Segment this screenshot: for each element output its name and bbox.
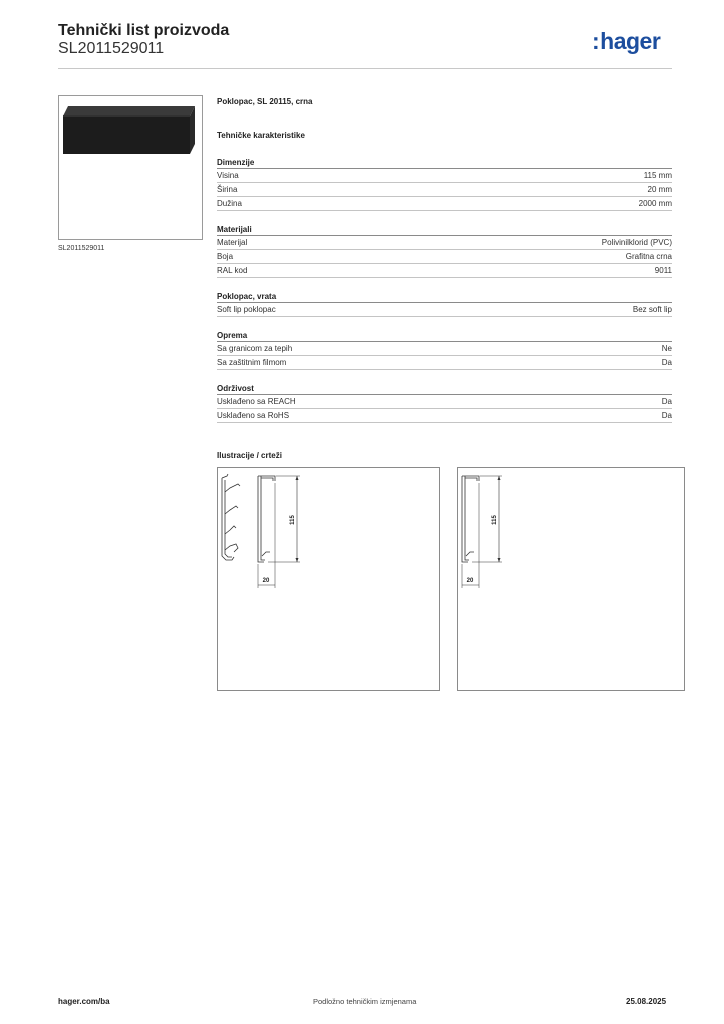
section-title: Poklopac, vrata (217, 290, 672, 303)
technical-drawing-1 (217, 467, 440, 691)
spec-heading: Tehničke karakteristike (217, 131, 305, 140)
table-row (217, 250, 672, 264)
table-row (217, 395, 672, 409)
cover-dimension-drawing-icon (458, 468, 684, 690)
row-value: Ne (661, 344, 672, 353)
table-row (217, 356, 672, 370)
section-title: Materijali (217, 223, 672, 236)
row-label: Širina (217, 185, 238, 194)
row-value: Bez soft lip (632, 305, 672, 314)
row-value: 20 mm (647, 185, 672, 194)
row-value: Da (661, 411, 672, 420)
hager-logo (592, 28, 660, 55)
row-value: 2000 mm (638, 199, 672, 208)
table-row (217, 303, 672, 317)
row-value: 115 mm (643, 171, 672, 180)
dimension-width-label: 20 (262, 578, 270, 584)
section-title: Održivost (217, 382, 672, 395)
row-label: Usklađeno sa RoHS (217, 411, 290, 420)
technical-drawing-2 (457, 467, 685, 691)
footer-website-link[interactable]: hager.com/ba (58, 997, 110, 1006)
product-image (58, 95, 203, 240)
header-divider (58, 68, 672, 69)
row-value: Grafitna crna (625, 252, 672, 261)
row-label: Visina (217, 171, 239, 180)
section-cover-door (217, 290, 672, 317)
table-row (217, 264, 672, 278)
section-materials (217, 223, 672, 278)
row-label: RAL kod (217, 266, 248, 275)
illustrations-heading: Ilustracije / crteži (217, 451, 282, 460)
dimension-width-label: 20 (466, 578, 474, 584)
logo-text: hager (600, 28, 661, 54)
row-value: 9011 (654, 266, 672, 275)
row-value: Da (661, 397, 672, 406)
footer-date: 25.08.2025 (626, 997, 667, 1006)
section-sustainability (217, 382, 672, 423)
section-title: Oprema (217, 329, 672, 342)
section-title: Dimenzije (217, 156, 672, 169)
product-name: Poklopac, SL 20115, crna (217, 97, 313, 106)
section-equipment (217, 329, 672, 370)
row-label: Sa granicom za tepih (217, 344, 293, 353)
profile-dimension-drawing-icon (218, 468, 439, 690)
product-code: SL2011529011 (58, 40, 165, 57)
row-label: Usklađeno sa REACH (217, 397, 296, 406)
row-label: Soft lip poklopac (217, 305, 276, 314)
page-title: Tehnički list proizvoda (58, 22, 230, 39)
row-label: Materijal (217, 238, 248, 247)
section-dimensions (217, 156, 672, 211)
footer-notice: Podložno tehničkim izmjenama (313, 997, 417, 1006)
table-row (217, 236, 672, 250)
dimension-height-label: 115 (290, 515, 296, 525)
dimension-height-label: 115 (492, 515, 498, 525)
table-row (217, 197, 672, 211)
table-row (217, 409, 672, 423)
row-label: Dužina (217, 199, 242, 208)
cover-profile-photo-icon (59, 96, 202, 239)
table-row (217, 342, 672, 356)
table-row (217, 169, 672, 183)
row-value: Polivinilklorid (PVC) (601, 238, 672, 247)
table-row (217, 183, 672, 197)
row-value: Da (661, 358, 672, 367)
logo-dots-icon: : (592, 28, 600, 54)
row-label: Sa zaštitnim filmom (217, 358, 287, 367)
row-label: Boja (217, 252, 234, 261)
image-caption: SL2011529011 (58, 245, 105, 252)
